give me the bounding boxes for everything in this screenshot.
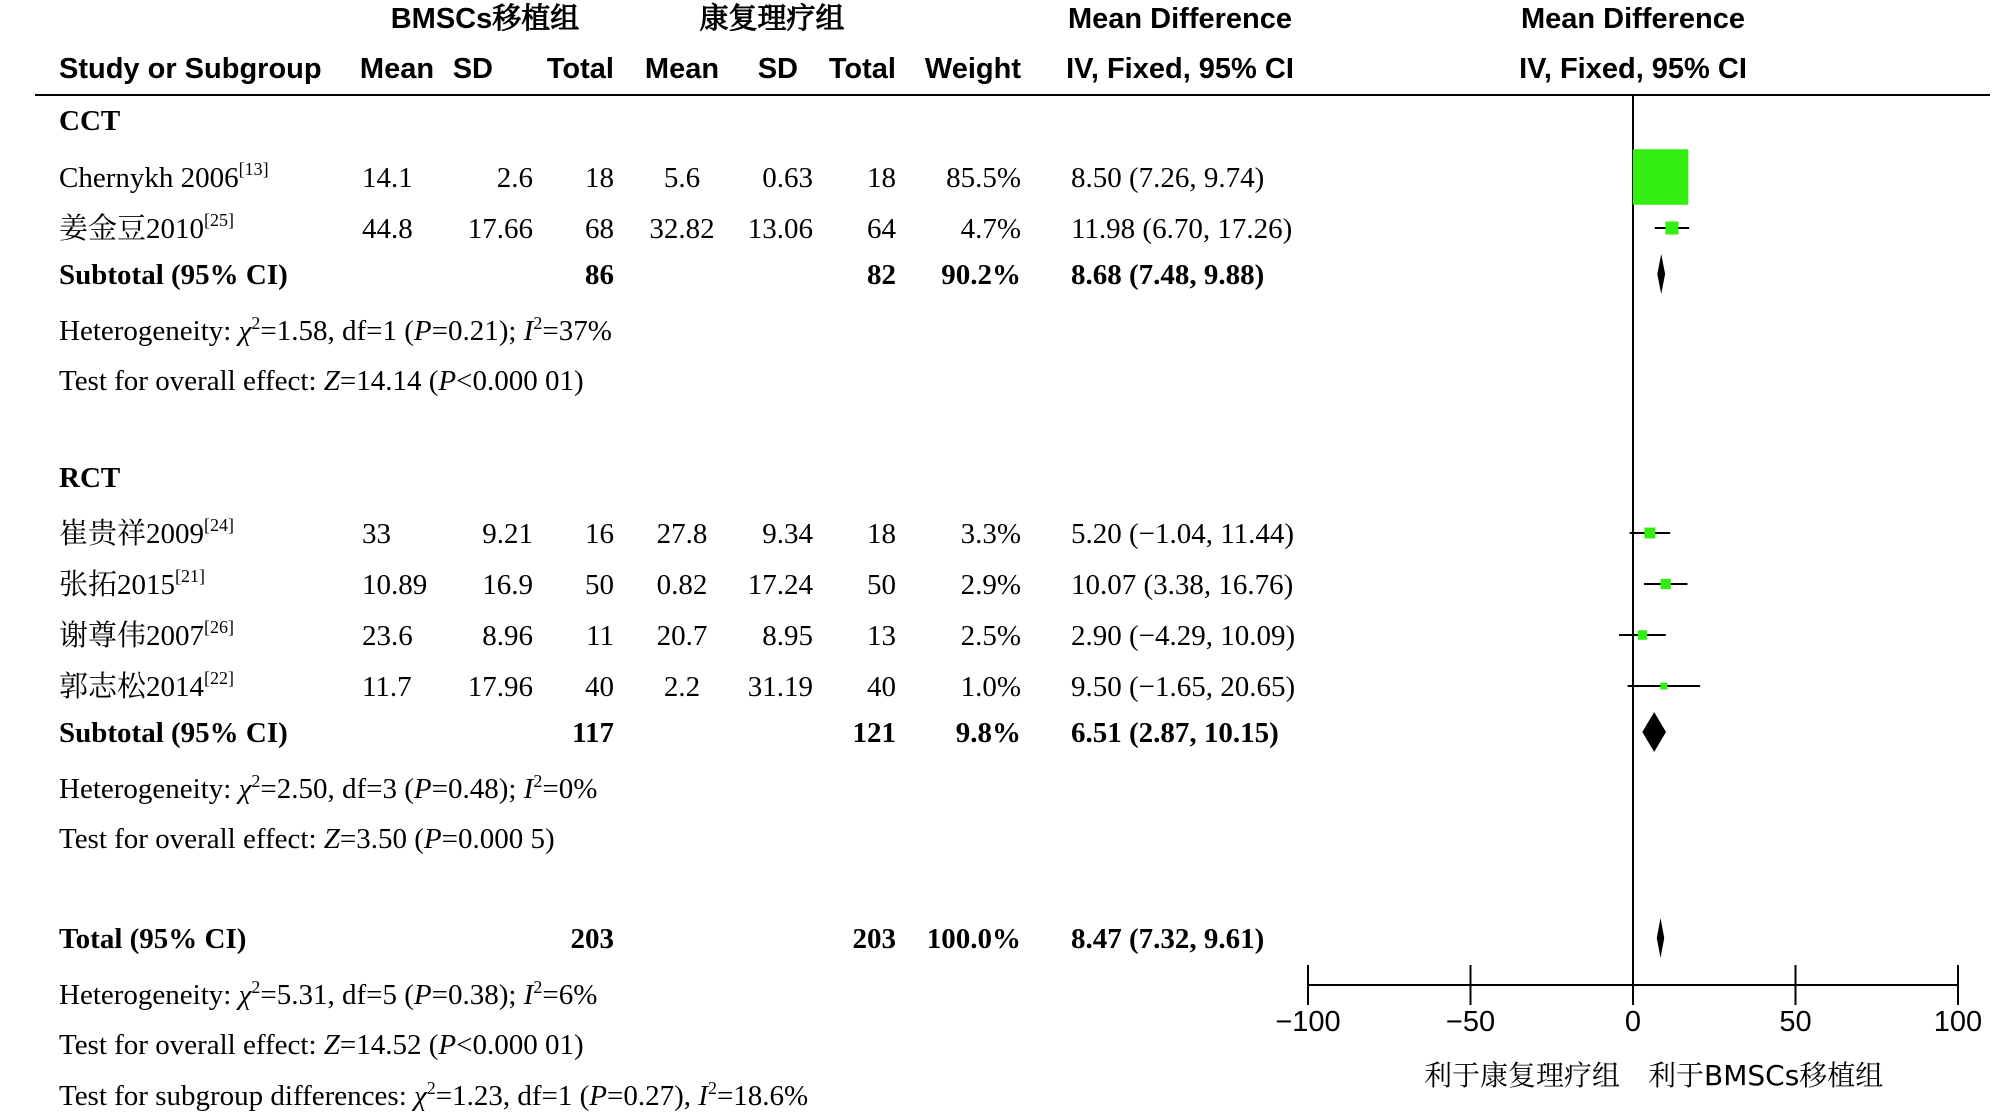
total-heterogeneity-text: Heterogeneity: $\chi^2=5.31$, df=5 (P=0.38); $I^2=6\%$ <box>59 977 598 1011</box>
favours-left-label: 利于康复理疗组 <box>1423 1059 1620 1092</box>
overall-effect-text: Test for overall effect: Z=3.50 (P=0.000 5) <box>59 823 555 855</box>
cell-n2: 64 <box>867 213 896 245</box>
cell-n1: 68 <box>585 213 614 245</box>
sd1-header: SD <box>452 53 493 85</box>
total-diamond <box>1657 918 1664 958</box>
md-column-title: Mean Difference <box>1067 3 1293 35</box>
cell-n2: 13 <box>867 620 896 652</box>
cell-mean2: 20.7 <box>656 620 708 652</box>
cell-weight: 4.7% <box>960 213 1021 245</box>
subtotal-n2: 121 <box>852 717 896 749</box>
subtotal-diamond <box>1657 254 1665 294</box>
cell-mean1: 33 <box>362 518 391 550</box>
cell-n2: 18 <box>867 162 896 194</box>
study-label: 郭志松2014[22] <box>59 668 235 703</box>
subtotal-n2: 82 <box>867 259 896 291</box>
cell-n1: 18 <box>585 162 614 194</box>
subtotal-ci: 6.51 (2.87, 10.15) <box>1071 717 1279 749</box>
favours-right-label: 利于BMSCs移植组 <box>1648 1059 1884 1092</box>
x-tick-label: 0 <box>1624 1006 1642 1038</box>
cell-sd1: 2.6 <box>496 162 533 194</box>
cell-sd1: 17.66 <box>467 213 533 245</box>
subtotal-diamond <box>1642 712 1666 752</box>
cell-n2: 18 <box>867 518 896 550</box>
cell-sd1: 17.96 <box>467 671 533 703</box>
x-tick-label: −100 <box>1275 1006 1341 1038</box>
cell-weight: 85.5% <box>946 162 1021 194</box>
total-label: Total (95% CI) <box>59 923 247 955</box>
total-overall-effect-text: Test for overall effect: Z=14.52 (P<0.000 01) <box>59 1029 584 1061</box>
cell-ci: 9.50 (−1.65, 20.65) <box>1071 671 1296 703</box>
cell-sd1: 9.21 <box>482 518 533 550</box>
total2-header: Total <box>828 53 896 85</box>
cell-ci: 2.90 (−4.29, 10.09) <box>1071 620 1296 652</box>
study-label: 崔贵祥2009[24] <box>59 515 235 550</box>
study-label: 谢尊伟2007[26] <box>59 617 235 652</box>
subtotal-n1: 86 <box>585 259 614 291</box>
subgroup-heading-rct: RCT <box>59 462 121 494</box>
cell-sd2: 13.06 <box>747 213 813 245</box>
cell-mean1: 23.6 <box>362 620 413 652</box>
cell-n1: 40 <box>585 671 614 703</box>
study-label: 张拓2015[21] <box>59 566 206 601</box>
cell-sd1: 8.96 <box>482 620 533 652</box>
cell-n2: 50 <box>867 569 896 601</box>
cell-ci: 5.20 (−1.04, 11.44) <box>1071 518 1295 550</box>
group1-header: BMSCs移植组 <box>390 3 580 35</box>
subgroup-differences-text: Test for subgroup differences: $\chi^2=1.23$, df=1 (P=0.27), $I^2=18.6\%$ <box>59 1078 809 1112</box>
total-n1: 203 <box>570 923 614 955</box>
sd2-header: SD <box>757 53 798 85</box>
cell-weight: 1.0% <box>960 671 1021 703</box>
plot-method-header: IV, Fixed, 95% CI <box>1519 53 1747 85</box>
cell-weight: 2.5% <box>960 620 1021 652</box>
heterogeneity-text: Heterogeneity: $\chi^2=1.58$, df=1 (P=0.21); $I^2=37\%$ <box>59 313 612 347</box>
cell-mean2: 32.82 <box>649 213 715 245</box>
mean1-header: Mean <box>359 53 435 85</box>
cell-n2: 40 <box>867 671 896 703</box>
subgroup-heading-cct: CCT <box>59 105 121 137</box>
cell-ci: 10.07 (3.38, 16.76) <box>1071 569 1294 601</box>
total1-header: Total <box>546 53 614 85</box>
cell-ci: 8.50 (7.26, 9.74) <box>1071 162 1265 194</box>
cell-mean1: 11.7 <box>362 671 412 703</box>
cell-mean1: 14.1 <box>362 162 413 194</box>
plot-title: Mean Difference <box>1520 3 1746 35</box>
total-n2: 203 <box>852 923 896 955</box>
cell-n1: 16 <box>585 518 614 550</box>
cell-mean2: 2.2 <box>663 671 701 703</box>
heterogeneity-text: Heterogeneity: $\chi^2=2.50$, df=3 (P=0.48); $I^2=0\%$ <box>59 771 598 805</box>
cell-ci: 11.98 (6.70, 17.26) <box>1071 213 1293 245</box>
md-method-header: IV, Fixed, 95% CI <box>1066 53 1294 85</box>
subtotal-weight: 9.8% <box>955 717 1021 749</box>
study-label: Chernykh 2006[13] <box>59 159 269 194</box>
weight-header: Weight <box>924 53 1021 85</box>
x-tick-label: −50 <box>1445 1006 1496 1038</box>
cell-sd2: 17.24 <box>747 569 813 601</box>
mean2-header: Mean <box>644 53 720 85</box>
subtotal-ci: 8.68 (7.48, 9.88) <box>1071 259 1265 291</box>
total-weight: 100.0% <box>926 923 1021 955</box>
study-weight-box <box>1638 630 1647 639</box>
subtotal-label: Subtotal (95% CI) <box>59 259 288 291</box>
x-tick-label: 100 <box>1933 1006 1983 1038</box>
study-weight-box <box>1665 221 1678 234</box>
total-ci: 8.47 (7.32, 9.61) <box>1071 923 1265 955</box>
cell-sd1: 16.9 <box>482 569 533 601</box>
subtotal-label: Subtotal (95% CI) <box>59 717 288 749</box>
cell-mean2: 0.82 <box>656 569 708 601</box>
cell-sd2: 31.19 <box>747 671 813 703</box>
x-tick-label: 50 <box>1779 1006 1812 1038</box>
cell-mean2: 27.8 <box>656 518 708 550</box>
study-label: 姜金豆2010[25] <box>59 210 235 245</box>
cell-mean2: 5.6 <box>663 162 701 194</box>
cell-sd2: 0.63 <box>762 162 813 194</box>
cell-sd2: 9.34 <box>762 518 813 550</box>
cell-mean1: 44.8 <box>362 213 413 245</box>
study-header: Study or Subgroup <box>59 53 322 85</box>
cell-weight: 3.3% <box>960 518 1021 550</box>
cell-n1: 50 <box>585 569 614 601</box>
subtotal-n1: 117 <box>572 717 614 749</box>
study-weight-box <box>1644 528 1655 539</box>
cell-sd2: 8.95 <box>762 620 813 652</box>
study-weight-box <box>1660 683 1667 690</box>
subtotal-weight: 90.2% <box>941 259 1021 291</box>
cell-n1: 11 <box>586 620 614 652</box>
study-weight-box <box>1661 579 1671 589</box>
cell-weight: 2.9% <box>960 569 1021 601</box>
cell-mean1: 10.89 <box>362 569 428 601</box>
group2-header: 康复理疗组 <box>699 3 845 35</box>
overall-effect-text: Test for overall effect: Z=14.14 (P<0.000 01) <box>59 365 584 397</box>
study-weight-box <box>1633 149 1688 204</box>
